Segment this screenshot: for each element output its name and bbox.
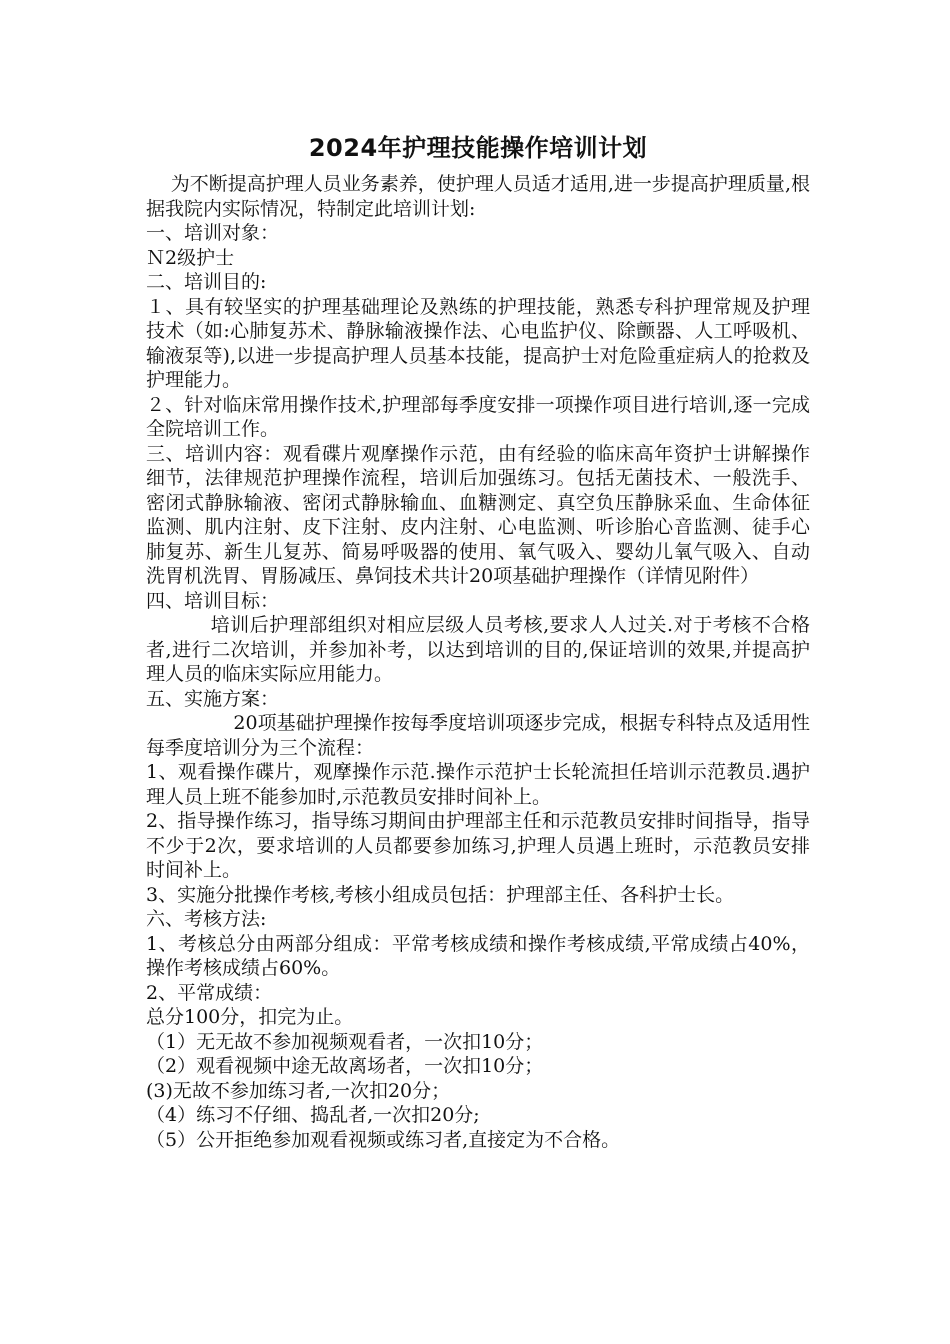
paragraph-goal: 培训后护理部组织对相应层级人员考核,要求人人过关.对于考核不合格者,进行二次培训，并参加补考，以达到培训的目的,保证培训的效果,并提高护理人员的临床实际应用能力。 (146, 614, 810, 685)
section-heading-1: 一、培训对象： (146, 222, 280, 244)
paragraph-plan: 20项基础护理操作按每季度培训项逐步完成，根据专科特点及适用性每季度培训分为三个流程： (146, 712, 810, 759)
paragraph-assessment-2: 2、平常成绩： (146, 981, 273, 1004)
document-page (146, 128, 810, 1152)
list-item-deduction-1: （1）无无故不参加视频观看者，一次扣10分； (146, 1030, 544, 1053)
paragraph-total-score: 总分100分，扣完为止。 (146, 1006, 354, 1028)
paragraph-assessment-1: 1、考核总分由两部分组成：平常考核成绩和操作考核成绩,平常成绩占40%，操作考核成绩占60%。 (146, 932, 810, 979)
list-item-deduction-5: （5）公开拒绝参加观看视频或练习者,直接定为不合格。 (146, 1128, 621, 1151)
paragraph-target: Ｎ2级护士 (146, 246, 235, 269)
paragraph-purpose-2: ２、针对临床常用操作技术,护理部每季度安排一项操作项目进行培训,逐一完成全院培训工作。 (146, 393, 810, 440)
paragraph-purpose-1: １、具有较坚实的护理基础理论及熟练的护理技能，熟悉专科护理常规及护理技术（如:心肺复苏术、静脉输液操作法、心电监护仪、除颤器、人工呼吸机、输液泵等),以进一步提高护理人员基本技能，提高护士对危险重症病人的抢救及护理能力。 (146, 295, 810, 391)
list-item-deduction-4: （4）练习不仔细、捣乱者,一次扣20分; (146, 1104, 480, 1126)
paragraph-content: 三、培训内容：观看碟片观摩操作示范，由有经验的临床高年资护士讲解操作细节，法律规范护理操作流程，培训后加强练习。包括无菌技术、一般洗手、密闭式静脉输液、密闭式静脉输血、血糖测定、真空负压静脉采血、生命体征监测、肌内注射、皮下注射、皮内注射、心电监测、听诊胎心音监测、徒手心肺复苏、新生儿复苏、简易呼吸器的使用、氧气吸入、婴幼儿氧气吸入、自动洗胃机洗胃、胃肠减压、鼻饲技术共计20项基础护理操作（详情见附件） (146, 442, 810, 587)
section-heading-6: 六、考核方法: (146, 908, 267, 930)
list-item-deduction-3: (3)无故不参加练习者,一次扣20分； (146, 1079, 451, 1102)
intro-paragraph: 为不断提高护理人员业务素养，使护理人员适才适用,进一步提高护理质量,根据我院内实际情况，特制定此培训计划: (146, 173, 810, 220)
paragraph-plan-step-2: 2、指导操作练习，指导练习期间由护理部主任和示范教员安排时间指导，指导不少于2次，要求培训的人员都要参加练习,护理人员遇上班时，示范教员安排时间补上。 (146, 810, 810, 881)
paragraph-plan-step-3: 3、实施分批操作考核,考核小组成员包括：护理部主任、各科护士长。 (146, 883, 735, 906)
section-heading-2: 二、培训目的: (146, 271, 267, 293)
paragraph-plan-step-1: 1、观看操作碟片，观摩操作示范.操作示范护士长轮流担任培训示范教员.遇护理人员上班不能参加时,示范教员安排时间补上。 (146, 761, 810, 808)
document-title: 2024年护理技能操作培训计划 (308, 134, 648, 162)
section-heading-5: 五、实施方案： (146, 687, 280, 710)
section-heading-4: 四、培训目标： (146, 589, 280, 612)
list-item-deduction-2: （2）观看视频中途无故离场者，一次扣10分； (146, 1055, 544, 1077)
